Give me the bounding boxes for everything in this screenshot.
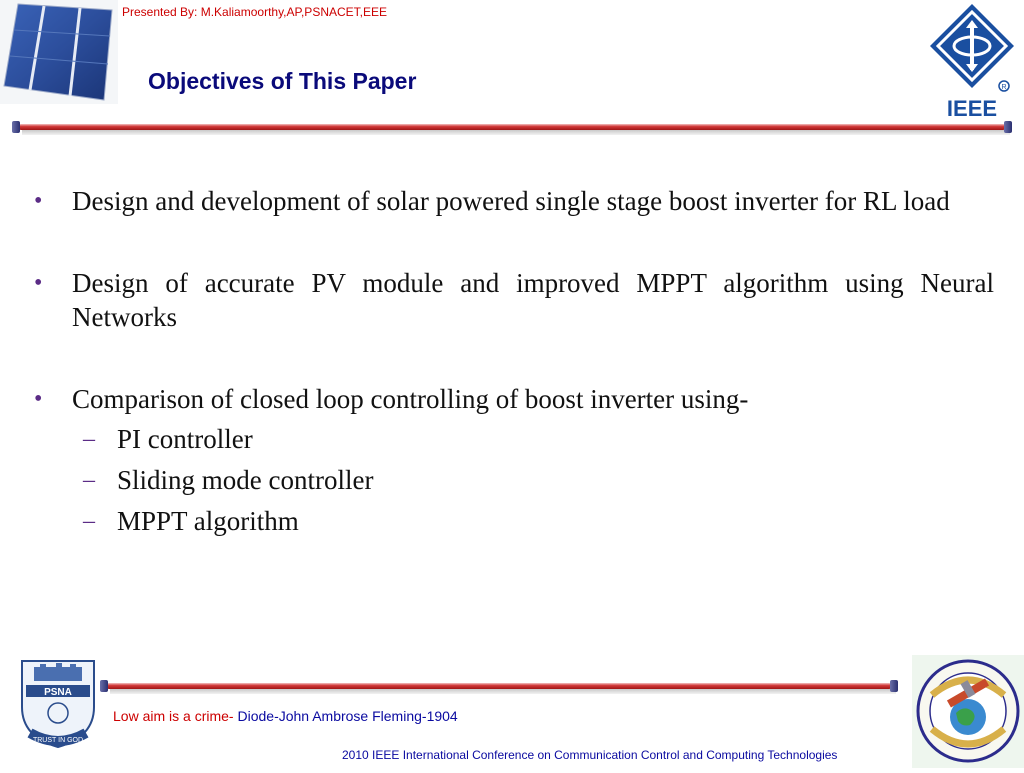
objective-item bbox=[30, 382, 994, 416]
footer-divider bbox=[106, 680, 892, 692]
footer-quote bbox=[113, 708, 458, 724]
objectives-list bbox=[30, 184, 994, 545]
dash-icon: – bbox=[83, 467, 95, 493]
presenter-credit: Presented By: M.Kaliamoorthy,AP,PSNACET,EEE bbox=[122, 5, 388, 19]
solar-cell-image bbox=[0, 0, 118, 104]
psna-logo-text: PSNA bbox=[44, 687, 72, 698]
sub-objective-text: MPPT algorithm bbox=[117, 506, 299, 536]
psna-college-logo bbox=[12, 655, 104, 751]
ieee-logo bbox=[922, 0, 1024, 122]
svg-text:R: R bbox=[1001, 84, 1007, 91]
page-title: Objectives of This Paper bbox=[148, 68, 417, 94]
objective-text: Comparison of closed loop controlling of boost inverter using- bbox=[72, 384, 749, 414]
quote-text: Low aim is a crime- bbox=[113, 708, 234, 724]
sub-objective-text: Sliding mode controller bbox=[117, 465, 374, 495]
psna-motto-text: TRUST IN GOD bbox=[32, 737, 84, 744]
ieee-logo-text: IEEE bbox=[946, 96, 998, 121]
dash-icon: – bbox=[83, 508, 95, 534]
objective-text: Design and development of solar powered single stage boost inverter for RL load bbox=[72, 186, 950, 216]
sub-objective-text: PI controller bbox=[117, 424, 253, 454]
dash-icon: – bbox=[83, 426, 95, 452]
objective-item bbox=[30, 184, 994, 218]
sub-objective-item bbox=[30, 463, 994, 497]
objective-text: Design of accurate PV module and improved MPPT algorithm using Neural Networks bbox=[72, 268, 994, 332]
catholic-college-emblem bbox=[912, 655, 1024, 768]
sub-objective-item bbox=[30, 422, 994, 456]
bullet-icon: • bbox=[34, 188, 43, 214]
bullet-icon: • bbox=[34, 386, 43, 412]
objective-item bbox=[30, 266, 994, 334]
header-divider bbox=[18, 121, 1006, 133]
quote-attribution: Diode-John Ambrose Fleming-1904 bbox=[233, 708, 458, 724]
sub-objective-item bbox=[30, 504, 994, 538]
bullet-icon: • bbox=[34, 270, 43, 296]
conference-name: 2010 IEEE International Conference on Communication Control and Computing Technologies bbox=[342, 748, 838, 762]
